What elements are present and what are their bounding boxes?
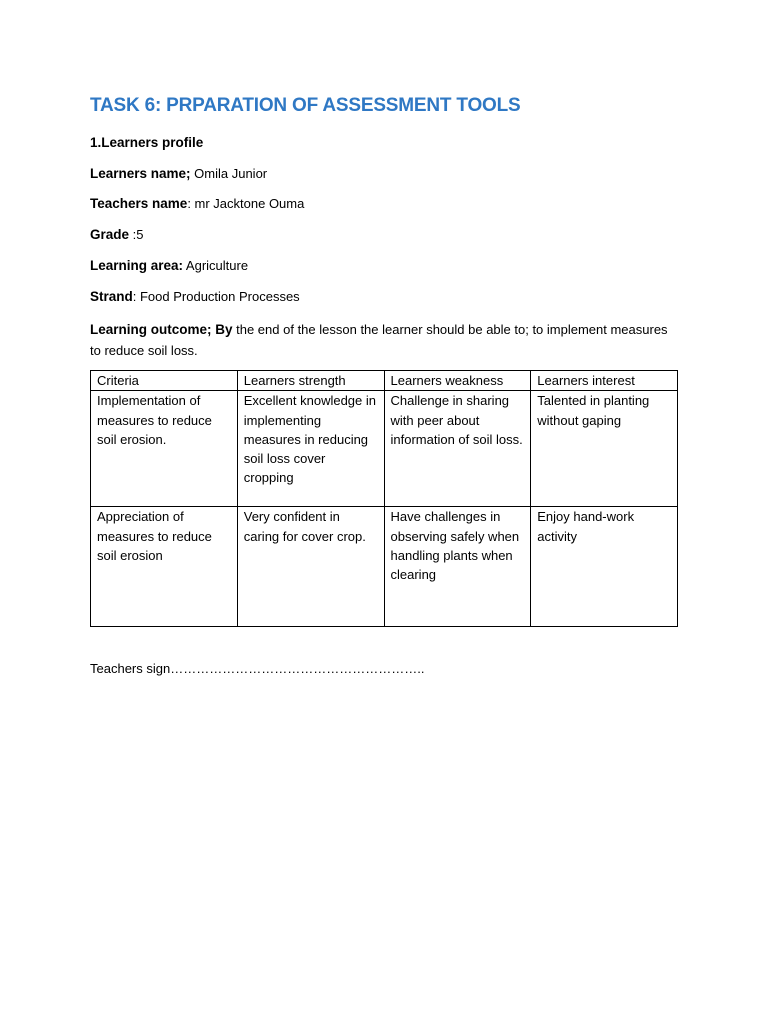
page-title: TASK 6: PRPARATION OF ASSESSMENT TOOLS [90, 95, 521, 116]
table-cell-weakness: Challenge in sharing with peer about information of soil loss. [384, 391, 531, 507]
table-row [91, 391, 678, 507]
learning-area-line [90, 258, 248, 273]
header-interest: Learners interest [531, 371, 678, 391]
learning-outcome-value: the end of the lesson the learner should be able to; to implement measures to reduce soil loss. [90, 322, 668, 358]
table-cell-criteria: Appreciation of measures to reduce soil erosion [91, 507, 238, 627]
learning-outcome-paragraph [90, 319, 670, 361]
strand-line [90, 289, 300, 304]
learning-area-value: Agriculture [183, 258, 249, 273]
table-header-row [91, 371, 678, 391]
header-strength: Learners strength [237, 371, 384, 391]
teacher-name-value: : mr Jacktone Ouma [187, 196, 305, 211]
learner-name-line [90, 166, 267, 181]
grade-value: :5 [129, 227, 144, 242]
learning-outcome-label: Learning outcome; By [90, 322, 233, 337]
table-cell-strength: Very confident in caring for cover crop. [237, 507, 384, 627]
table-row [91, 507, 678, 627]
learner-name-label: Learners name; [90, 166, 191, 181]
table-cell-weakness: Have challenges in observing safely when handling plants when clearing [384, 507, 531, 627]
learning-area-label: Learning area: [90, 258, 184, 273]
strand-value: : Food Production Processes [132, 289, 300, 304]
grade-label: Grade [90, 227, 130, 242]
table-cell-interest: Talented in planting without gaping [531, 391, 678, 507]
table-cell-strength: Excellent knowledge in implementing measures in reducing soil loss cover cropping [237, 391, 384, 507]
grade-line [90, 227, 144, 242]
teacher-name-line [90, 196, 304, 211]
teacher-signature-line: Teachers sign………………………………………………….. [90, 661, 425, 676]
learner-name-value: Omila Junior [190, 166, 268, 181]
header-weakness: Learners weakness [384, 371, 531, 391]
teacher-name-label: Teachers name [90, 196, 188, 211]
section-heading-text: 1.Learners profile [90, 135, 204, 150]
table-cell-criteria: Implementation of measures to reduce soil erosion. [91, 391, 238, 507]
assessment-table [90, 370, 678, 627]
strand-label: Strand [90, 289, 133, 304]
header-criteria: Criteria [91, 371, 238, 391]
table-cell-interest: Enjoy hand-work activity [531, 507, 678, 627]
section-heading [90, 135, 203, 150]
